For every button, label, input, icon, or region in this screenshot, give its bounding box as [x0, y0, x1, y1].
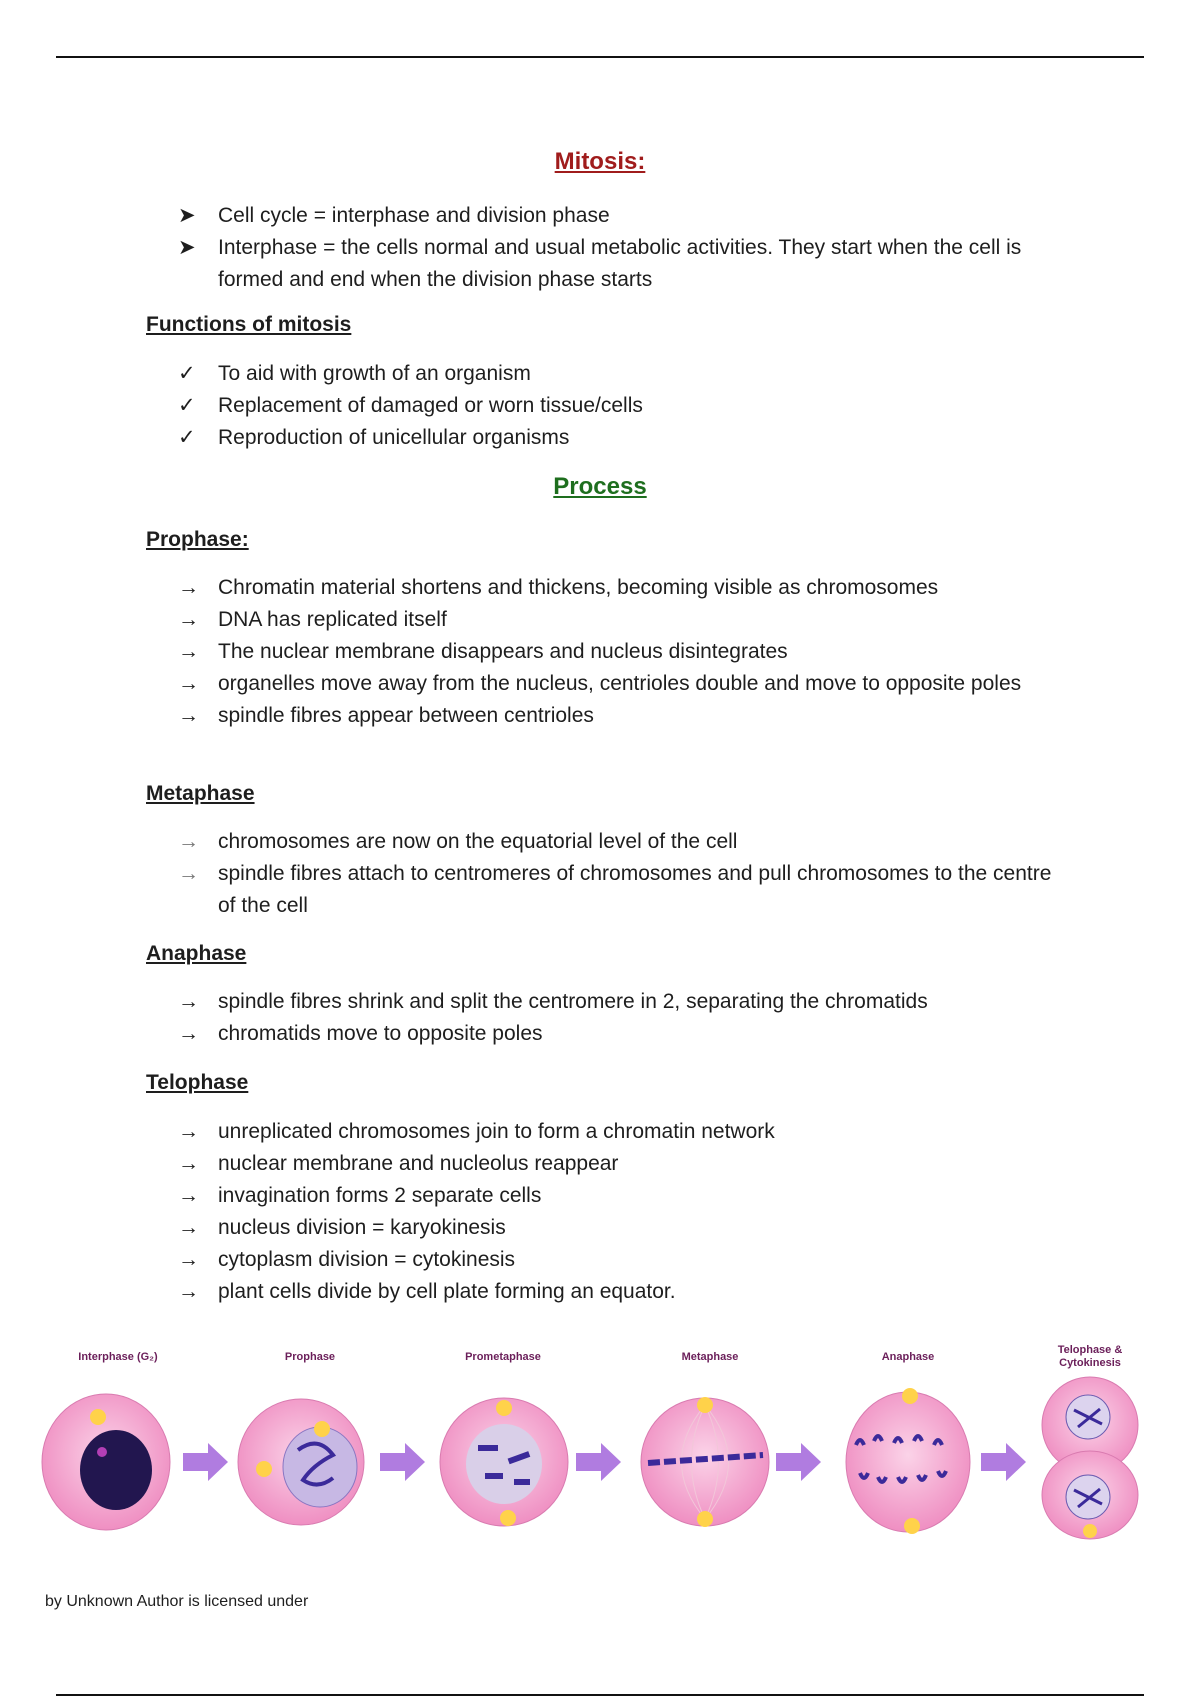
stage-label-prophase: Prophase: [284, 1351, 336, 1363]
arrow-icon: [183, 1443, 228, 1481]
telophase-cell: [1042, 1377, 1138, 1539]
list-item: → organelles move away from the nucleus, centrioles double and move to opposite poles: [178, 668, 1058, 700]
telophase-list: [178, 1116, 1058, 1308]
list-item: → nucleus division = karyokinesis: [178, 1212, 1058, 1244]
intro-list: [178, 200, 1058, 296]
checkmark-icon: ✓: [178, 394, 196, 417]
arrow-bullet-icon: →: [178, 990, 199, 1013]
arrow-icon: [380, 1443, 425, 1481]
metaphase-cell: [641, 1397, 769, 1527]
stage-label-telophase: Telophase &: [1057, 1345, 1123, 1356]
metaphase-heading: Metaphase: [146, 782, 255, 805]
list-item: → chromatids move to opposite poles: [178, 1018, 1058, 1050]
list-item: → spindle fibres attach to centromeres of chromosomes and pull chromosomes to the centre of the cell: [178, 858, 1058, 922]
arrow-icon: [776, 1443, 821, 1481]
arrow-bullet-icon: →: [178, 576, 199, 599]
arrow-icon: [981, 1443, 1026, 1481]
list-item: → plant cells divide by cell plate forming an equator.: [178, 1276, 1058, 1308]
list-item: → The nuclear membrane disappears and nucleus disintegrates: [178, 636, 1058, 668]
anaphase-list: [178, 986, 1058, 1050]
arrow-bullet-icon: →: [178, 862, 199, 885]
anaphase-heading: Anaphase: [146, 942, 247, 965]
list-item: → cytoplasm division = cytokinesis: [178, 1244, 1058, 1276]
arrow-bullet-icon: →: [178, 1216, 199, 1239]
arrow-bullet-icon: →: [178, 704, 199, 727]
arrow-bullet-icon: →: [178, 1120, 199, 1143]
list-item: → unreplicated chromosomes join to form a chromatin network: [178, 1116, 1058, 1148]
mitosis-stages-figure: [38, 1345, 1172, 1560]
stage-label-prometaphase: Prometaphase: [465, 1351, 541, 1363]
arrow-bullet-icon: →: [178, 1280, 199, 1303]
arrowhead-bullet-icon: ➤: [178, 204, 196, 227]
prometaphase-cell: [440, 1398, 568, 1526]
list-item: ✓ Reproduction of unicellular organisms: [178, 422, 1058, 454]
arrow-bullet-icon: →: [178, 640, 199, 663]
top-rule: [56, 56, 1144, 58]
prophase-heading: Prophase:: [146, 528, 249, 551]
stage-label-interphase: Interphase (G₂): [78, 1351, 158, 1363]
prophase-list: [178, 572, 1058, 732]
checkmark-icon: ✓: [178, 426, 196, 449]
stage-label-anaphase: Anaphase: [881, 1351, 935, 1363]
arrow-bullet-icon: →: [178, 1184, 199, 1207]
prophase-cell: [238, 1399, 364, 1525]
bottom-rule: [56, 1694, 1144, 1696]
list-item: → invagination forms 2 separate cells: [178, 1180, 1058, 1212]
arrow-bullet-icon: →: [178, 830, 199, 853]
arrow-bullet-icon: →: [178, 1248, 199, 1271]
arrow-bullet-icon: →: [178, 1022, 199, 1045]
process-title: Process: [553, 473, 647, 500]
anaphase-cell: [846, 1388, 970, 1534]
arrow-bullet-icon: →: [178, 672, 199, 695]
list-item: → Chromatin material shortens and thickens, becoming visible as chromosomes: [178, 572, 1058, 604]
list-item: → spindle fibres shrink and split the centromere in 2, separating the chromatids: [178, 986, 1058, 1018]
checkmark-icon: ✓: [178, 362, 196, 385]
arrow-bullet-icon: →: [178, 608, 199, 631]
arrow-icon: [576, 1443, 621, 1481]
image-attribution: by Unknown Author is licensed under: [45, 1593, 309, 1610]
list-item: → spindle fibres appear between centrioles: [178, 700, 1058, 732]
stage-label-metaphase: Metaphase: [681, 1351, 739, 1363]
metaphase-list: [178, 826, 1058, 922]
list-item: ➤ Interphase = the cells normal and usual metabolic activities. They start when the cell is formed and end when the division phase starts: [178, 232, 1058, 296]
arrowhead-bullet-icon: ➤: [178, 236, 196, 259]
list-item: ➤ Cell cycle = interphase and division phase: [178, 200, 1058, 232]
functions-list: [178, 358, 1058, 454]
list-item: ✓ To aid with growth of an organism: [178, 358, 1058, 390]
stage-label-cytokinesis: Cytokinesis: [1059, 1357, 1121, 1369]
telophase-heading: Telophase: [146, 1071, 249, 1094]
list-item: → DNA has replicated itself: [178, 604, 1058, 636]
list-item: ✓ Replacement of damaged or worn tissue/cells: [178, 390, 1058, 422]
interphase-cell: [42, 1394, 170, 1530]
list-item: → chromosomes are now on the equatorial level of the cell: [178, 826, 1058, 858]
arrow-bullet-icon: →: [178, 1152, 199, 1175]
page-title: Mitosis:: [554, 148, 646, 175]
list-item: → nuclear membrane and nucleolus reappear: [178, 1148, 1058, 1180]
functions-heading: Functions of mitosis: [146, 313, 352, 336]
